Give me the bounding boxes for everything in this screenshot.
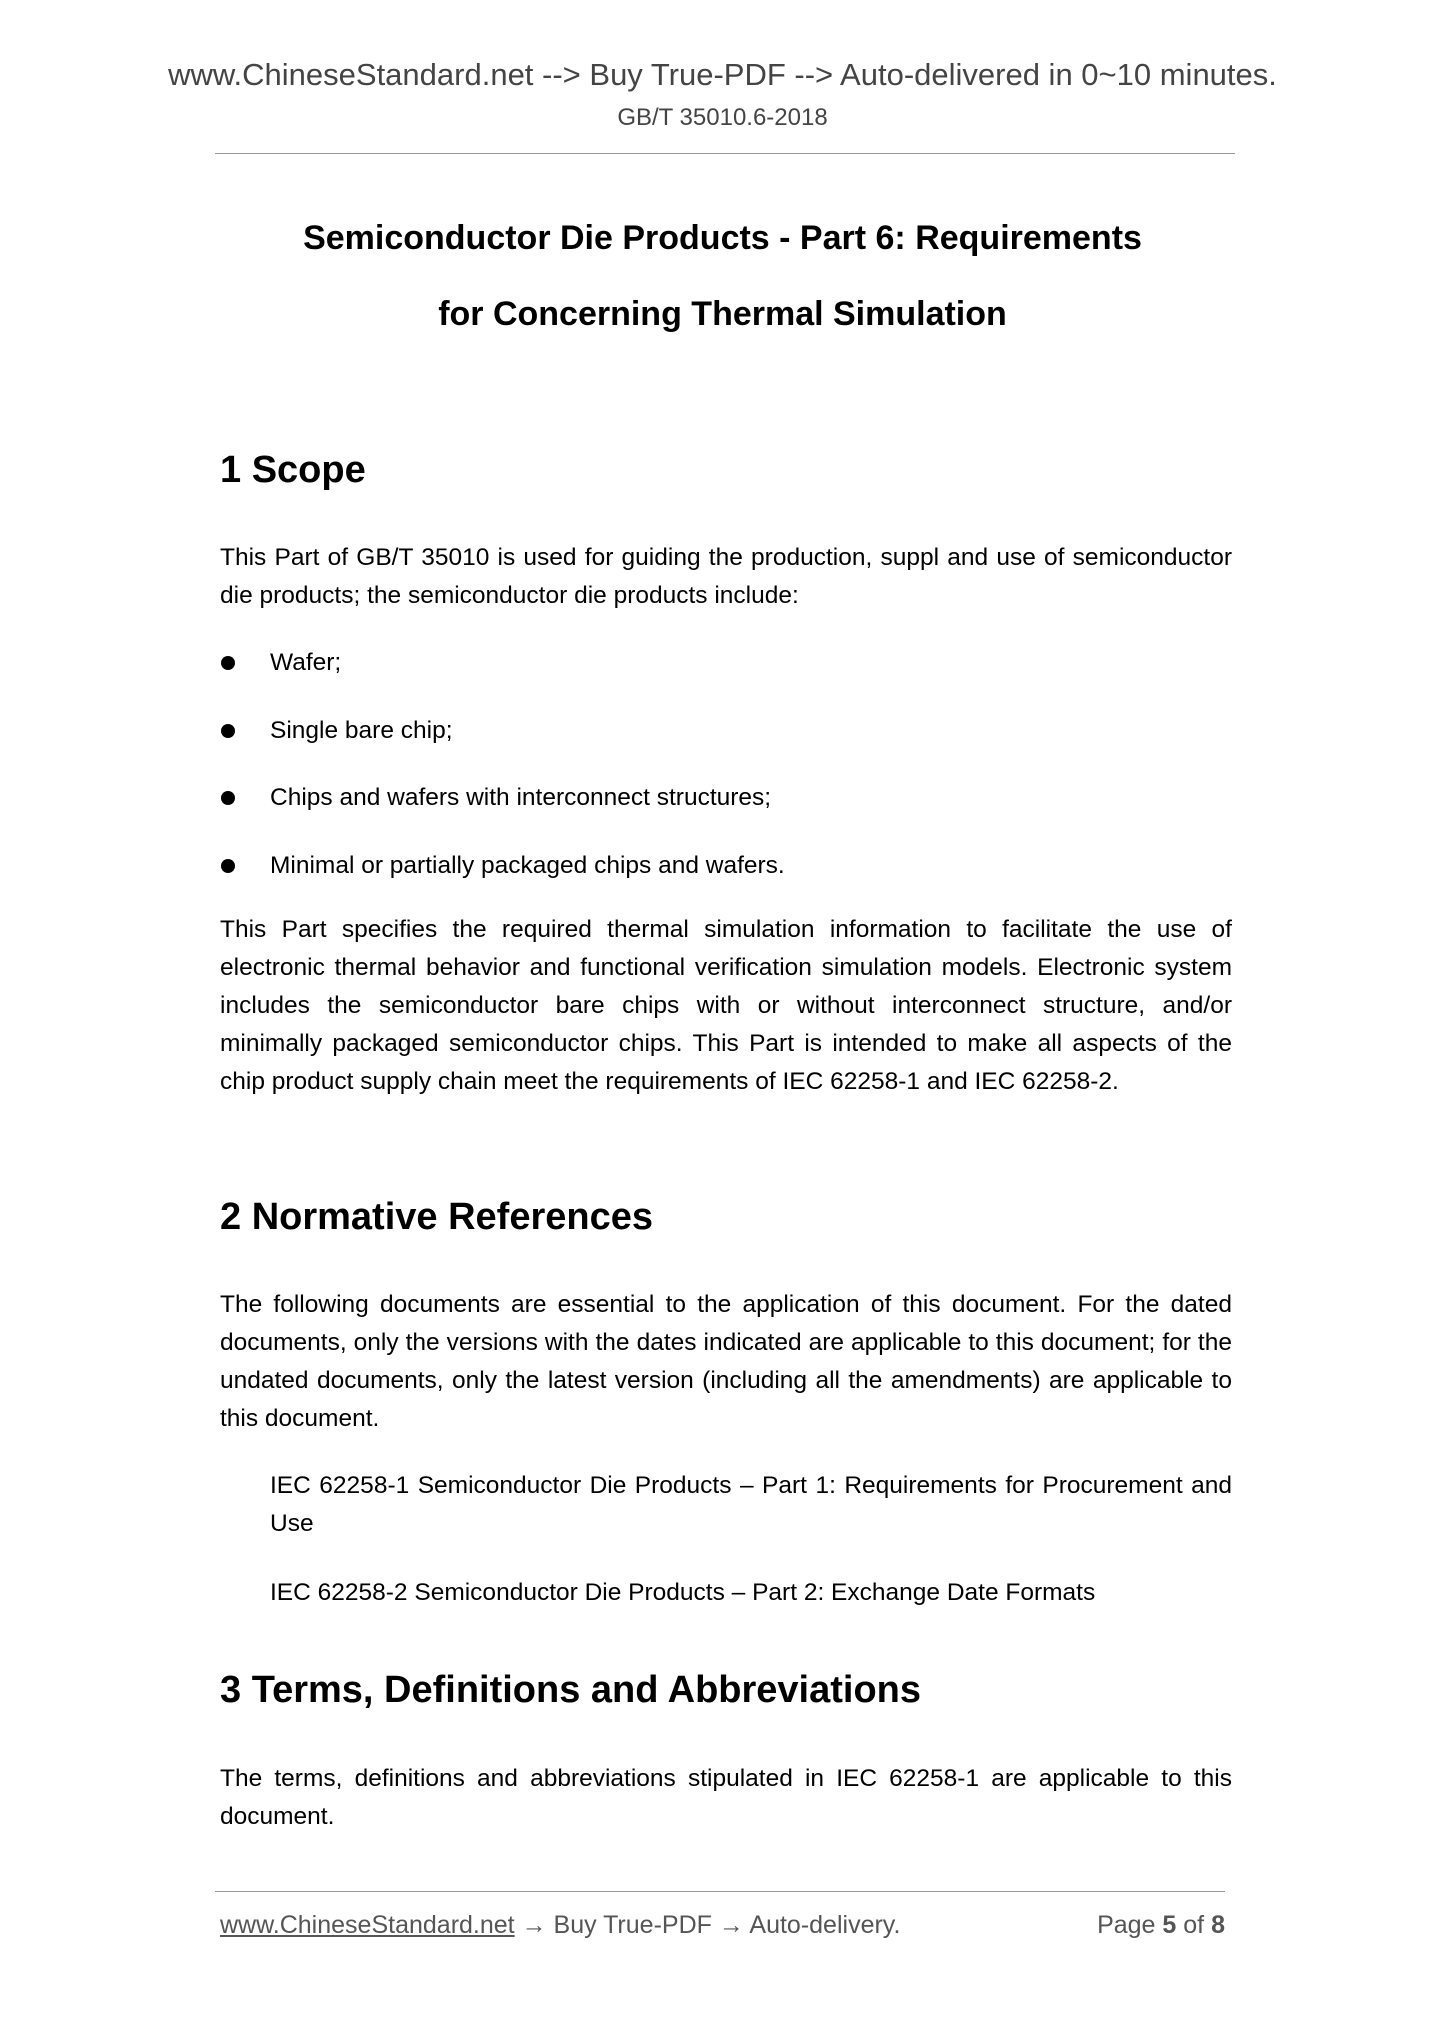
- scope-body-paragraph: This Part specifies the required thermal simulation information to facilitate the use of electronic thermal behavior and functional verification simulation models. Electronic system includes the semiconductor bare chips with or without interconnect structure, and/or minimally packaged semiconductor chips. This Part is intended to make all aspects of the chip product supply chain meet the requirements of IEC 62258-1 and IEC 62258-2.: [220, 916, 1232, 1095]
- bullet-icon: [221, 791, 235, 805]
- standard-id: GB/T 35010.6-2018: [617, 104, 828, 131]
- footer-left: [220, 1911, 900, 1940]
- normative-references-paragraph: The following documents are essential to the application of this document. For the dated documents, only the versions with the dates indicated are applicable to this document; for the undated documents, only the latest version (including all the amendments) are applicable to this document.: [220, 1291, 1232, 1432]
- section-heading-normative-references: 2 Normative References: [220, 1196, 653, 1238]
- footer-site-link[interactable]: www.ChineseStandard.net: [220, 1911, 515, 1939]
- footer-divider: [215, 1891, 1225, 1892]
- terms-paragraph: The terms, definitions and abbreviations stipulated in IEC 62258-1 are applicable to this document.: [220, 1765, 1232, 1830]
- bullet-icon: [221, 724, 235, 738]
- document-title-line1: Semiconductor Die Products - Part 6: Requirements: [303, 219, 1142, 257]
- reference-item: IEC 62258-2 Semiconductor Die Products – Part 2: Exchange Date Formats: [270, 1579, 1096, 1606]
- scope-intro-paragraph: This Part of GB/T 35010 is used for guiding the production, suppl and use of semiconductor die products; the semiconductor die products include:: [220, 544, 1232, 609]
- section-heading-terms: 3 Terms, Definitions and Abbreviations: [220, 1669, 922, 1711]
- bullet-icon: [221, 656, 235, 670]
- footer-tagline: → Buy True-PDF → Auto-delivery.: [514, 1911, 901, 1939]
- header-divider: [215, 153, 1235, 154]
- bullet-icon: [221, 859, 235, 873]
- page-indicator: Page 5 of 8: [1097, 1911, 1225, 1939]
- document-title-line2: for Concerning Thermal Simulation: [438, 295, 1007, 333]
- reference-item: IEC 62258-1 Semiconductor Die Products – Part 1: Requirements for Procurement and Use: [270, 1472, 1232, 1537]
- total-pages: 8: [1211, 1911, 1225, 1939]
- header-banner: www.ChineseStandard.net --> Buy True-PDF --> Auto-delivered in 0~10 minutes.: [168, 57, 1277, 92]
- current-page: 5: [1162, 1911, 1177, 1939]
- section-heading-scope: 1 Scope: [220, 449, 366, 491]
